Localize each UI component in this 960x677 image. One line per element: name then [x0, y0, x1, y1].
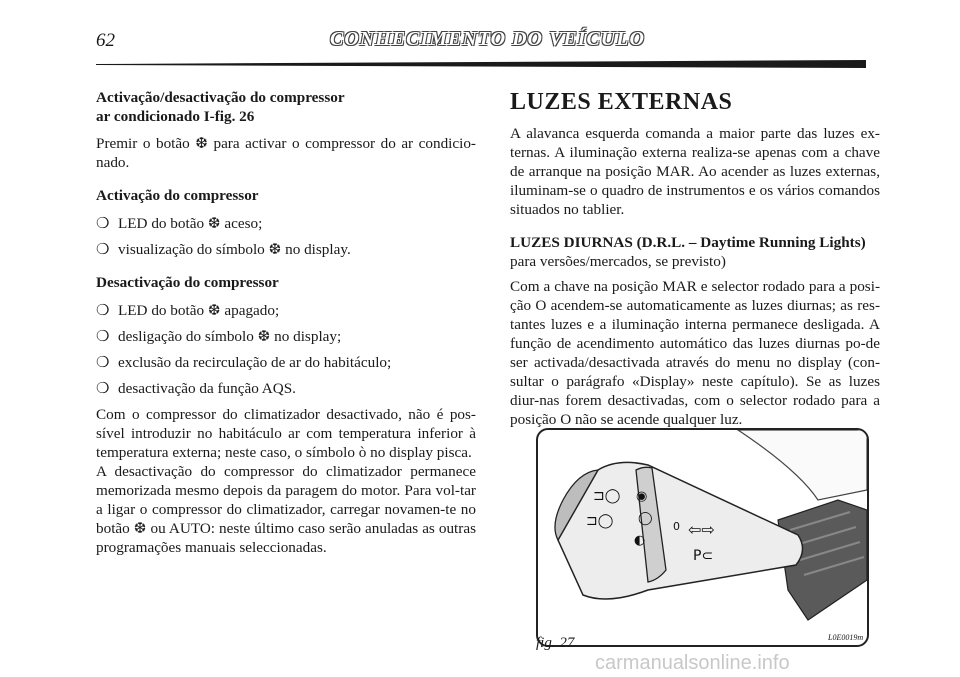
- header-rule: [96, 60, 866, 68]
- list-item: [96, 301, 476, 320]
- right-column: [510, 88, 880, 438]
- bullet-circle-icon: ❍: [96, 302, 110, 319]
- list-item: [96, 353, 476, 372]
- paragraph-drl: Com a chave na posição MAR e selector rodado para a posi-ção O acendem-se automaticamente as luzes diurnas; as res-tantes luzes e a iluminação interna permanece desligada. A função de acendimento automático das luzes diurnas po-de ser activada/desactivada através do menu no display (con-sultar o parágrafo «Display» neste capítulo). Se as luzes diur-nas forem desactivadas, com o selector rodado para a posição O não se acende qualquer luz.: [510, 278, 880, 428]
- subheading-drl: [510, 233, 880, 271]
- watermark: carmanualsonline.info: [595, 652, 790, 674]
- svg-text:◯: ◯: [638, 511, 653, 526]
- list-item: [96, 214, 476, 233]
- list-item-text: LED do botão ❆ aceso;: [118, 215, 263, 232]
- bullet-circle-icon: ❍: [96, 215, 110, 232]
- section-title: LUZES EXTERNAS: [510, 89, 733, 115]
- figure-caption: fig. 27: [536, 635, 575, 651]
- subheading-line-2: para versões/mercados, se previsto): [510, 253, 726, 270]
- heading-deactivation: Desactivação do compressor: [96, 274, 279, 291]
- running-title: CONHECIMENTO DO VEÍCULO: [330, 28, 645, 50]
- svg-text:⊐◯: ⊐◯: [586, 513, 614, 529]
- list-item-text: LED do botão ❆ apagado;: [118, 302, 280, 319]
- list-item: [96, 240, 476, 259]
- bullet-circle-icon: ❍: [96, 241, 110, 258]
- heading-compressor-toggle: [96, 88, 476, 126]
- paragraph-memorized: A desactivação do compressor do climatizador permanece memorizada mesmo depois da paragem do motor. Para vol-tar a ligar o compressor do climatizador, carregar novamen-te no botão ❆ ou AUTO: neste último caso serão anuladas as outras programações manuais seleccionadas.: [96, 463, 476, 556]
- svg-text:⊐◯: ⊐◯: [593, 488, 621, 504]
- paragraph-press-button: Premir o botão ❆ para activar o compressor do ar condicio-nado.: [96, 135, 476, 171]
- bullet-circle-icon: ❍: [96, 328, 110, 345]
- figure-light-lever: [536, 428, 869, 647]
- left-column: [96, 88, 476, 566]
- subheading-line-1: LUZES DIURNAS (D.R.L. – Daytime Running Lights): [510, 234, 866, 251]
- list-item: [96, 379, 476, 398]
- paragraph-left-lever: A alavanca esquerda comanda a maior parte das luzes ex-ternas. A iluminação externa realiza-se apenas com a chave de arranque na posição MAR. Ao acender as luzes externas, iluminam-se o quadro de instrumentos e os vários comandos situados no tablier.: [510, 125, 880, 218]
- list-item-text: visualização do símbolo ❆ no display.: [118, 241, 351, 258]
- heading-line-2: ar condicionado I-fig. 26: [96, 108, 255, 125]
- heading-activation: Activação do compressor: [96, 187, 259, 204]
- list-item-text: desactivação da função AQS.: [118, 380, 296, 397]
- bullet-circle-icon: ❍: [96, 354, 110, 371]
- svg-text:◐: ◐: [634, 533, 646, 548]
- list-item: [96, 327, 476, 346]
- bullet-circle-icon: ❍: [96, 380, 110, 397]
- svg-text:⇦⇨: ⇦⇨: [688, 520, 715, 539]
- paragraph-compressor-off: Com o compressor do climatizador desactivado, não é pos-sível introduzir no habitáculo ar com temperatura inferior à temperatura externa; neste caso, o símbolo ò no display pisca.: [96, 406, 476, 461]
- light-lever-illustration: [538, 430, 867, 645]
- page-number: 62: [96, 30, 115, 51]
- list-item-text: exclusão da recirculação de ar do habitáculo;: [118, 354, 392, 371]
- svg-text:◉: ◉: [636, 489, 648, 504]
- figure-code: L0E0019m: [828, 633, 864, 642]
- heading-line-1: Activação/desactivação do compressor: [96, 89, 345, 106]
- svg-text:0: 0: [673, 520, 680, 533]
- svg-text:P⊂: P⊂: [693, 548, 714, 564]
- list-item-text: desligação do símbolo ❆ no display;: [118, 328, 342, 345]
